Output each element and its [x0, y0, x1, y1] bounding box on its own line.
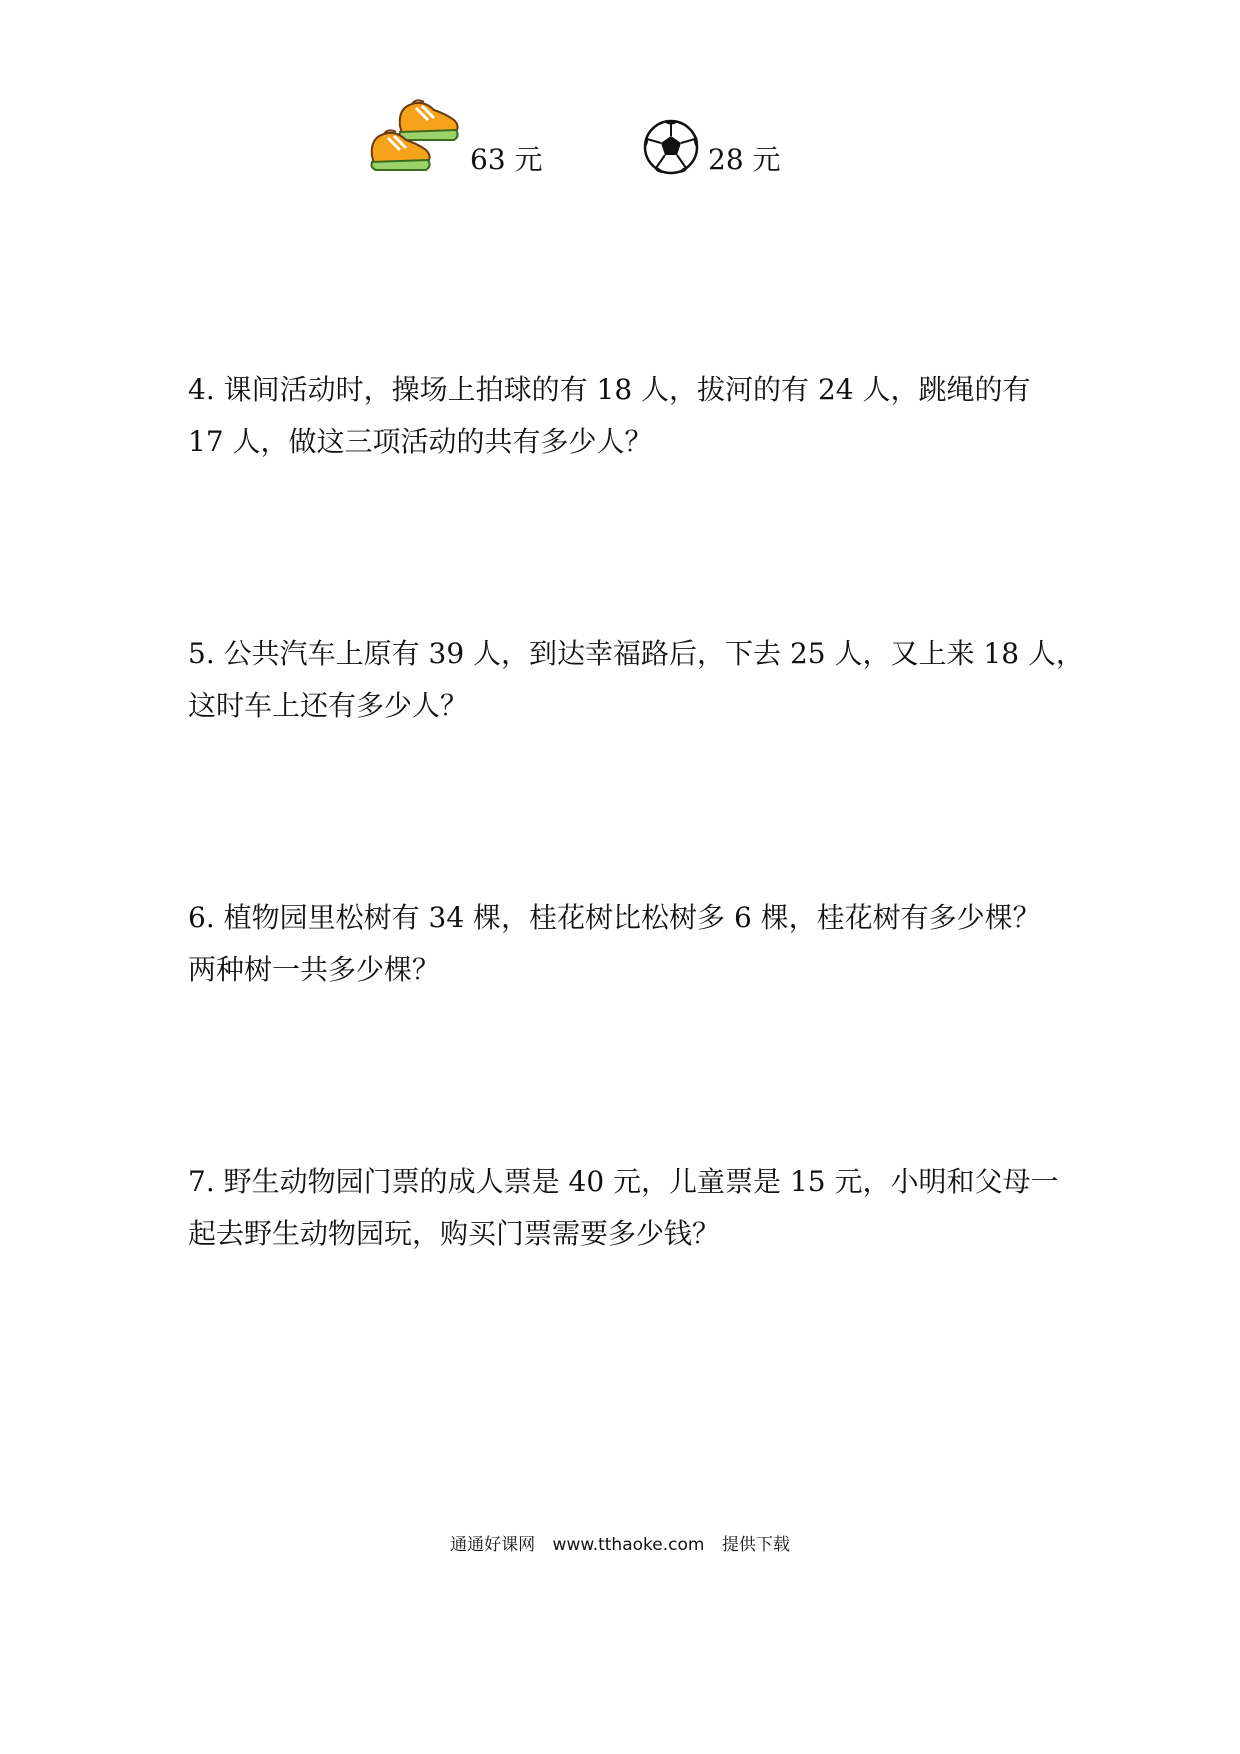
question-line: 4. 课间活动时，操场上拍球的有 18 人，拔河的有 24 人，跳绳的有	[188, 373, 1031, 406]
question-7	[188, 1156, 1068, 1260]
question-line: 起去野生动物园玩，购买门票需要多少钱？	[188, 1217, 721, 1250]
footer-url[interactable]: www.tthaoke.com	[552, 1535, 705, 1555]
footer-site-name: 通通好课网	[450, 1535, 536, 1555]
question-line: 7. 野生动物园门票的成人票是 40 元，儿童票是 15 元，小明和父母一	[188, 1165, 1059, 1198]
question-6	[188, 892, 1068, 996]
question-5	[188, 628, 1084, 732]
question-line: 5. 公共汽车上原有 39 人，到达幸福路后，下去 25 人，又上来 18 人，	[188, 637, 1084, 670]
sneakers-item	[366, 92, 543, 176]
footer-note: 提供下载	[721, 1535, 790, 1555]
sneakers-price: 63 元	[470, 143, 543, 176]
question-4	[188, 364, 1068, 468]
question-line: 这时车上还有多少人？	[188, 689, 469, 722]
page-footer	[0, 1530, 1240, 1555]
soccer-ball-icon	[642, 118, 700, 176]
question-line: 6. 植物园里松树有 34 棵，桂花树比松树多 6 棵，桂花树有多少棵？	[188, 901, 1041, 934]
sneakers-icon	[366, 92, 462, 176]
soccer-ball-price: 28 元	[708, 143, 781, 176]
question-line: 17 人，做这三项活动的共有多少人？	[188, 425, 653, 458]
question-line: 两种树一共多少棵？	[188, 953, 441, 986]
soccer-ball-item	[642, 118, 781, 176]
